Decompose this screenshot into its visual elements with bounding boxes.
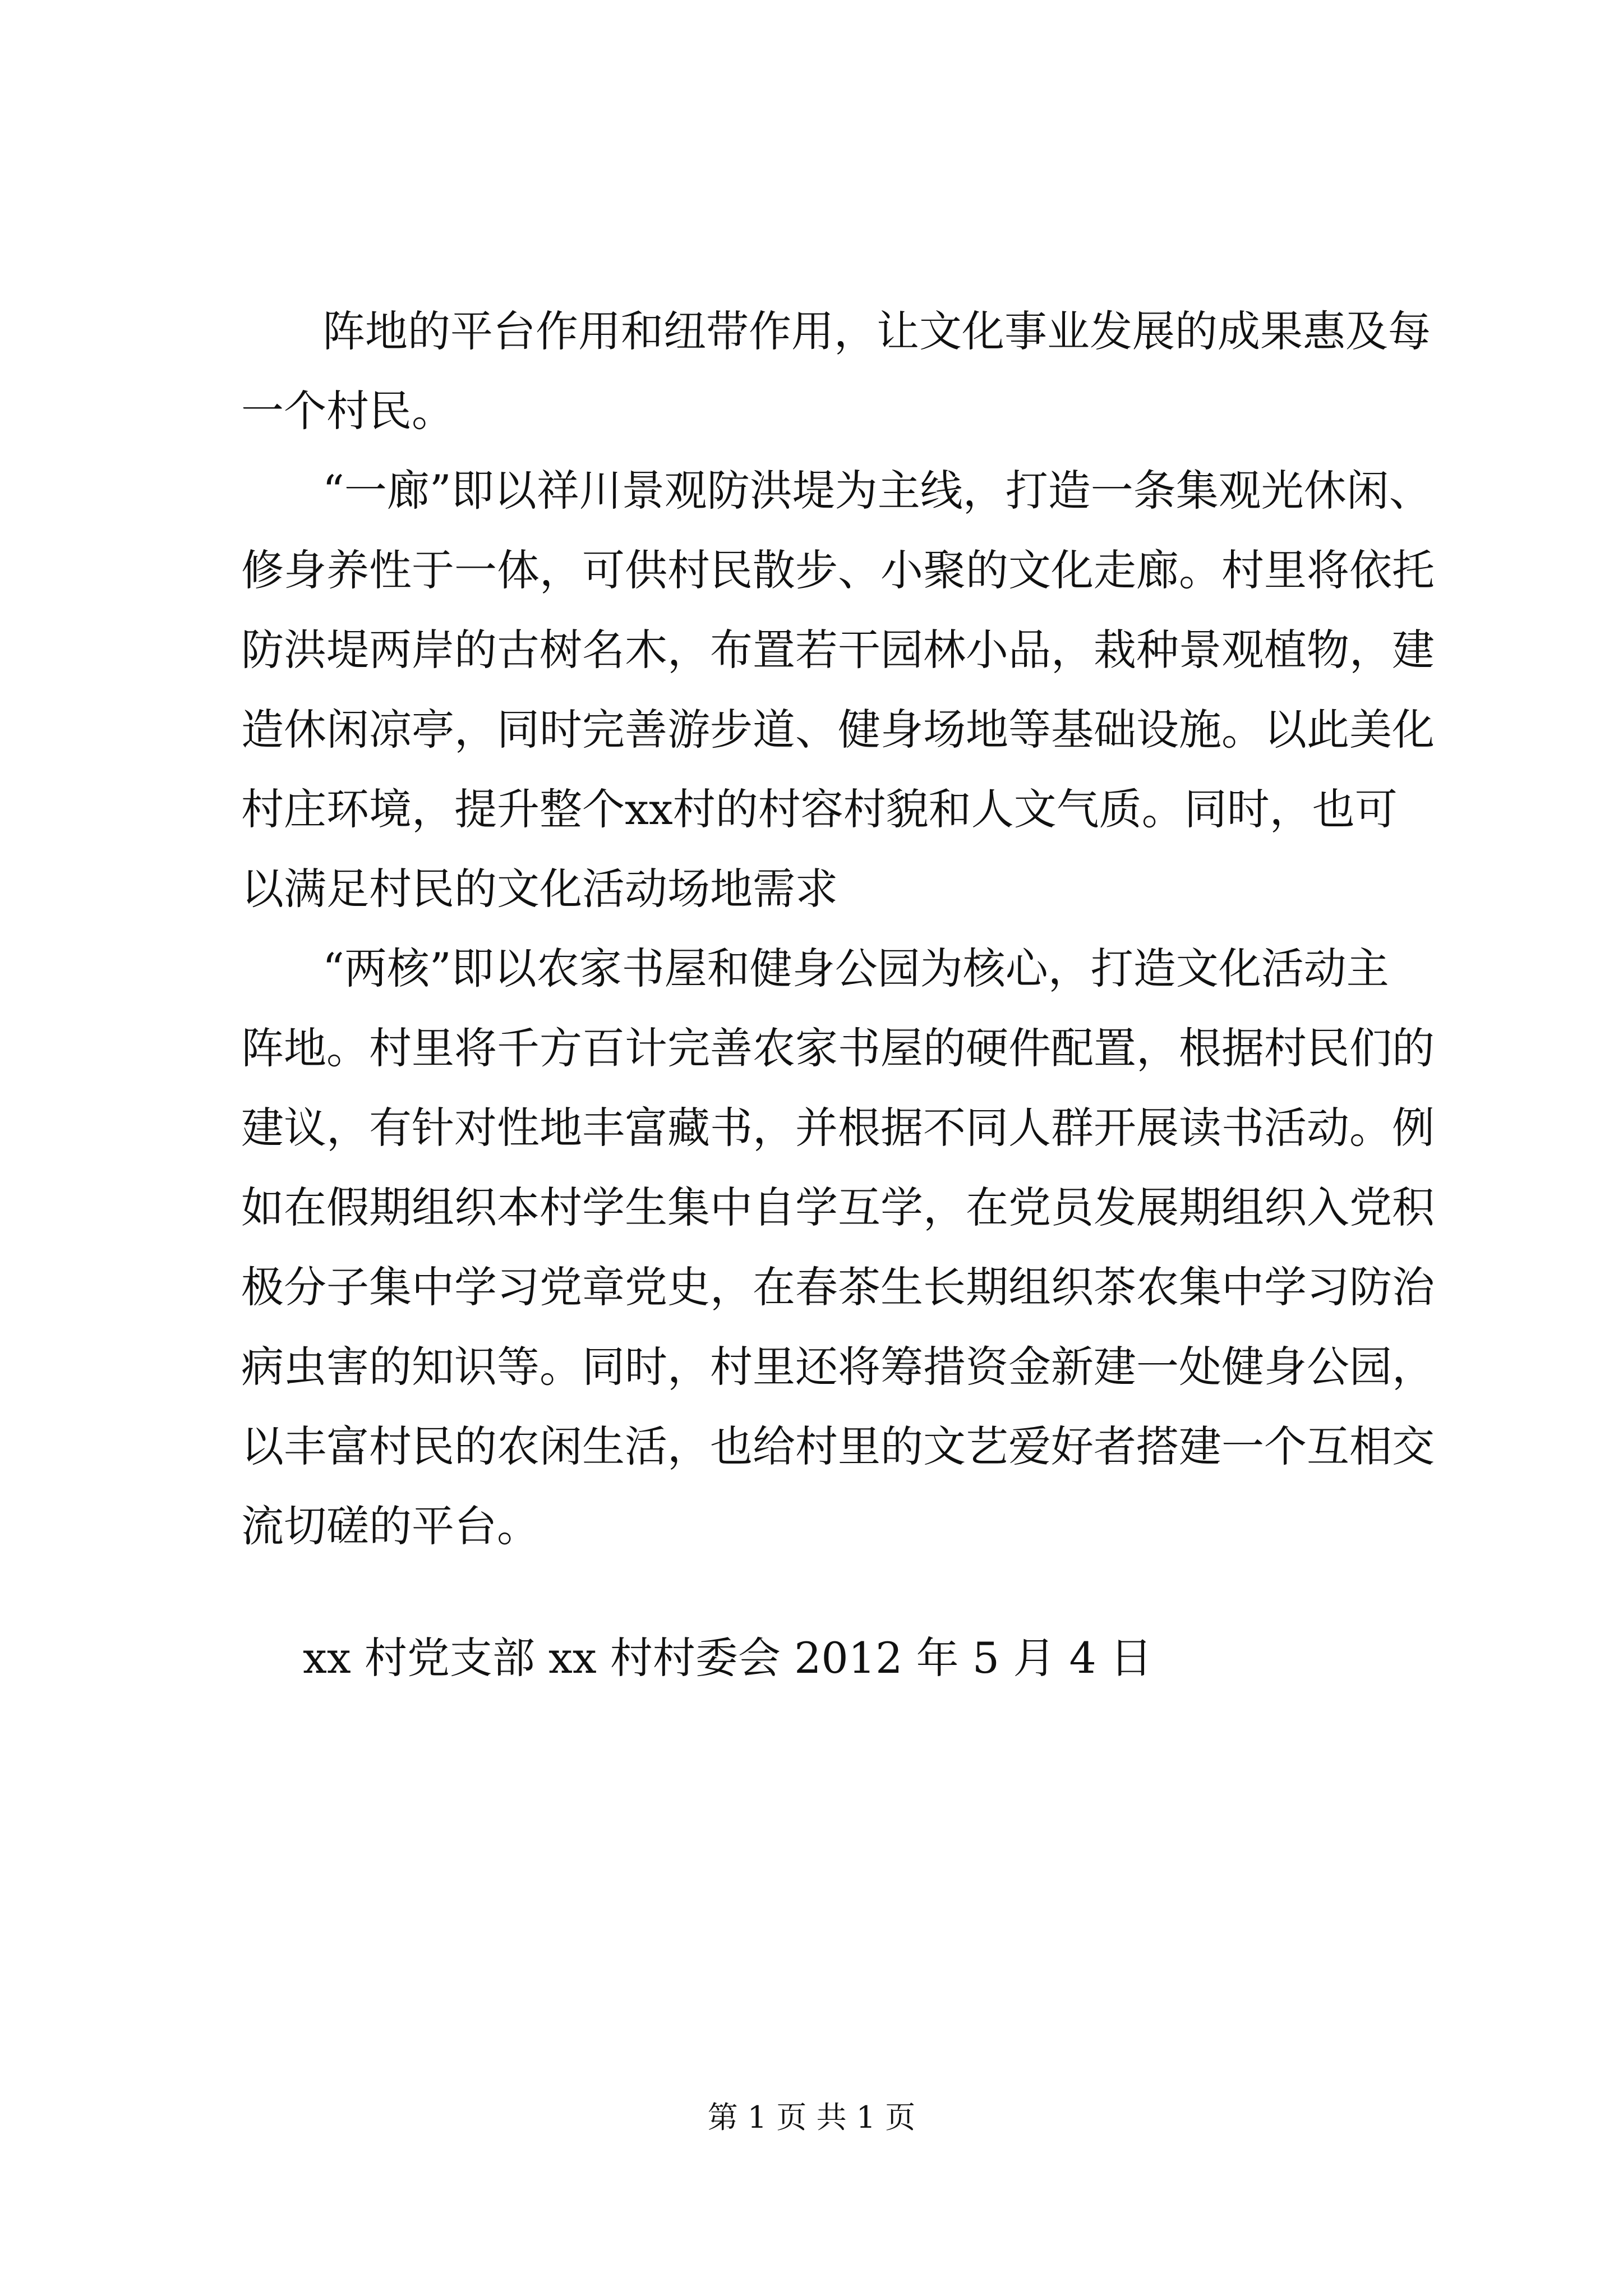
paragraph-3-line-2: 阵地。村里将千方百计完善农家书屋的硬件配置，根据村民们的 [241, 1023, 1435, 1073]
page-footer: 第 1 页 共 1 页 [707, 2100, 916, 2135]
paragraph-2-line-1: “一廊”即以祥川景观防洪堤为主线，打造一条集观光休闲、 [322, 466, 1432, 516]
paragraph-3-line-3: 建议，有针对性地丰富藏书，并根据不同人群开展读书活动。例 [241, 1103, 1435, 1153]
paragraph-3-line-7: 以丰富村民的农闲生活，也给村里的文艺爱好者搭建一个互相交 [241, 1421, 1435, 1471]
signature-line: xx 村党支部 xx 村村委会 2012 年 5 月 4 日 [303, 1633, 1152, 1683]
paragraph-3-line-4: 如在假期组织本村学生集中自学互学，在党员发展期组织入党积 [241, 1182, 1435, 1232]
paragraph-2-line-6: 以满足村民的文化活动场地需求 [241, 864, 838, 914]
paragraph-3-line-8: 流切磋的平台。 [241, 1501, 540, 1551]
paragraph-1-line-1: 阵地的平台作用和纽带作用，让文化事业发展的成果惠及每 [322, 306, 1431, 356]
paragraph-3-line-5: 极分子集中学习党章党史，在春茶生长期组织茶农集中学习防治 [241, 1262, 1435, 1312]
document-body [241, 292, 1435, 1566]
paragraph-1-line-2: 一个村民。 [241, 386, 454, 436]
paragraph-2-line-4: 造休闲凉亭，同时完善游步道、健身场地等基础设施。以此美化 [241, 705, 1435, 754]
paragraph-2-line-2: 修身养性于一体，可供村民散步、小聚的文化走廊。村里将依托 [241, 545, 1435, 595]
paragraph-3-line-1: “两核”即以农家书屋和健身公园为核心，打造文化活动主 [322, 944, 1389, 993]
paragraph-3-line-6: 病虫害的知识等。同时，村里还将筹措资金新建一处健身公园， [241, 1342, 1435, 1392]
paragraph-2-line-3: 防洪堤两岸的古树名木，布置若干园林小品，栽种景观植物，建 [241, 625, 1435, 675]
paragraph-2-line-5: 村庄环境，提升整个xx村的村容村貌和人文气质。同时，也可 [241, 784, 1398, 834]
